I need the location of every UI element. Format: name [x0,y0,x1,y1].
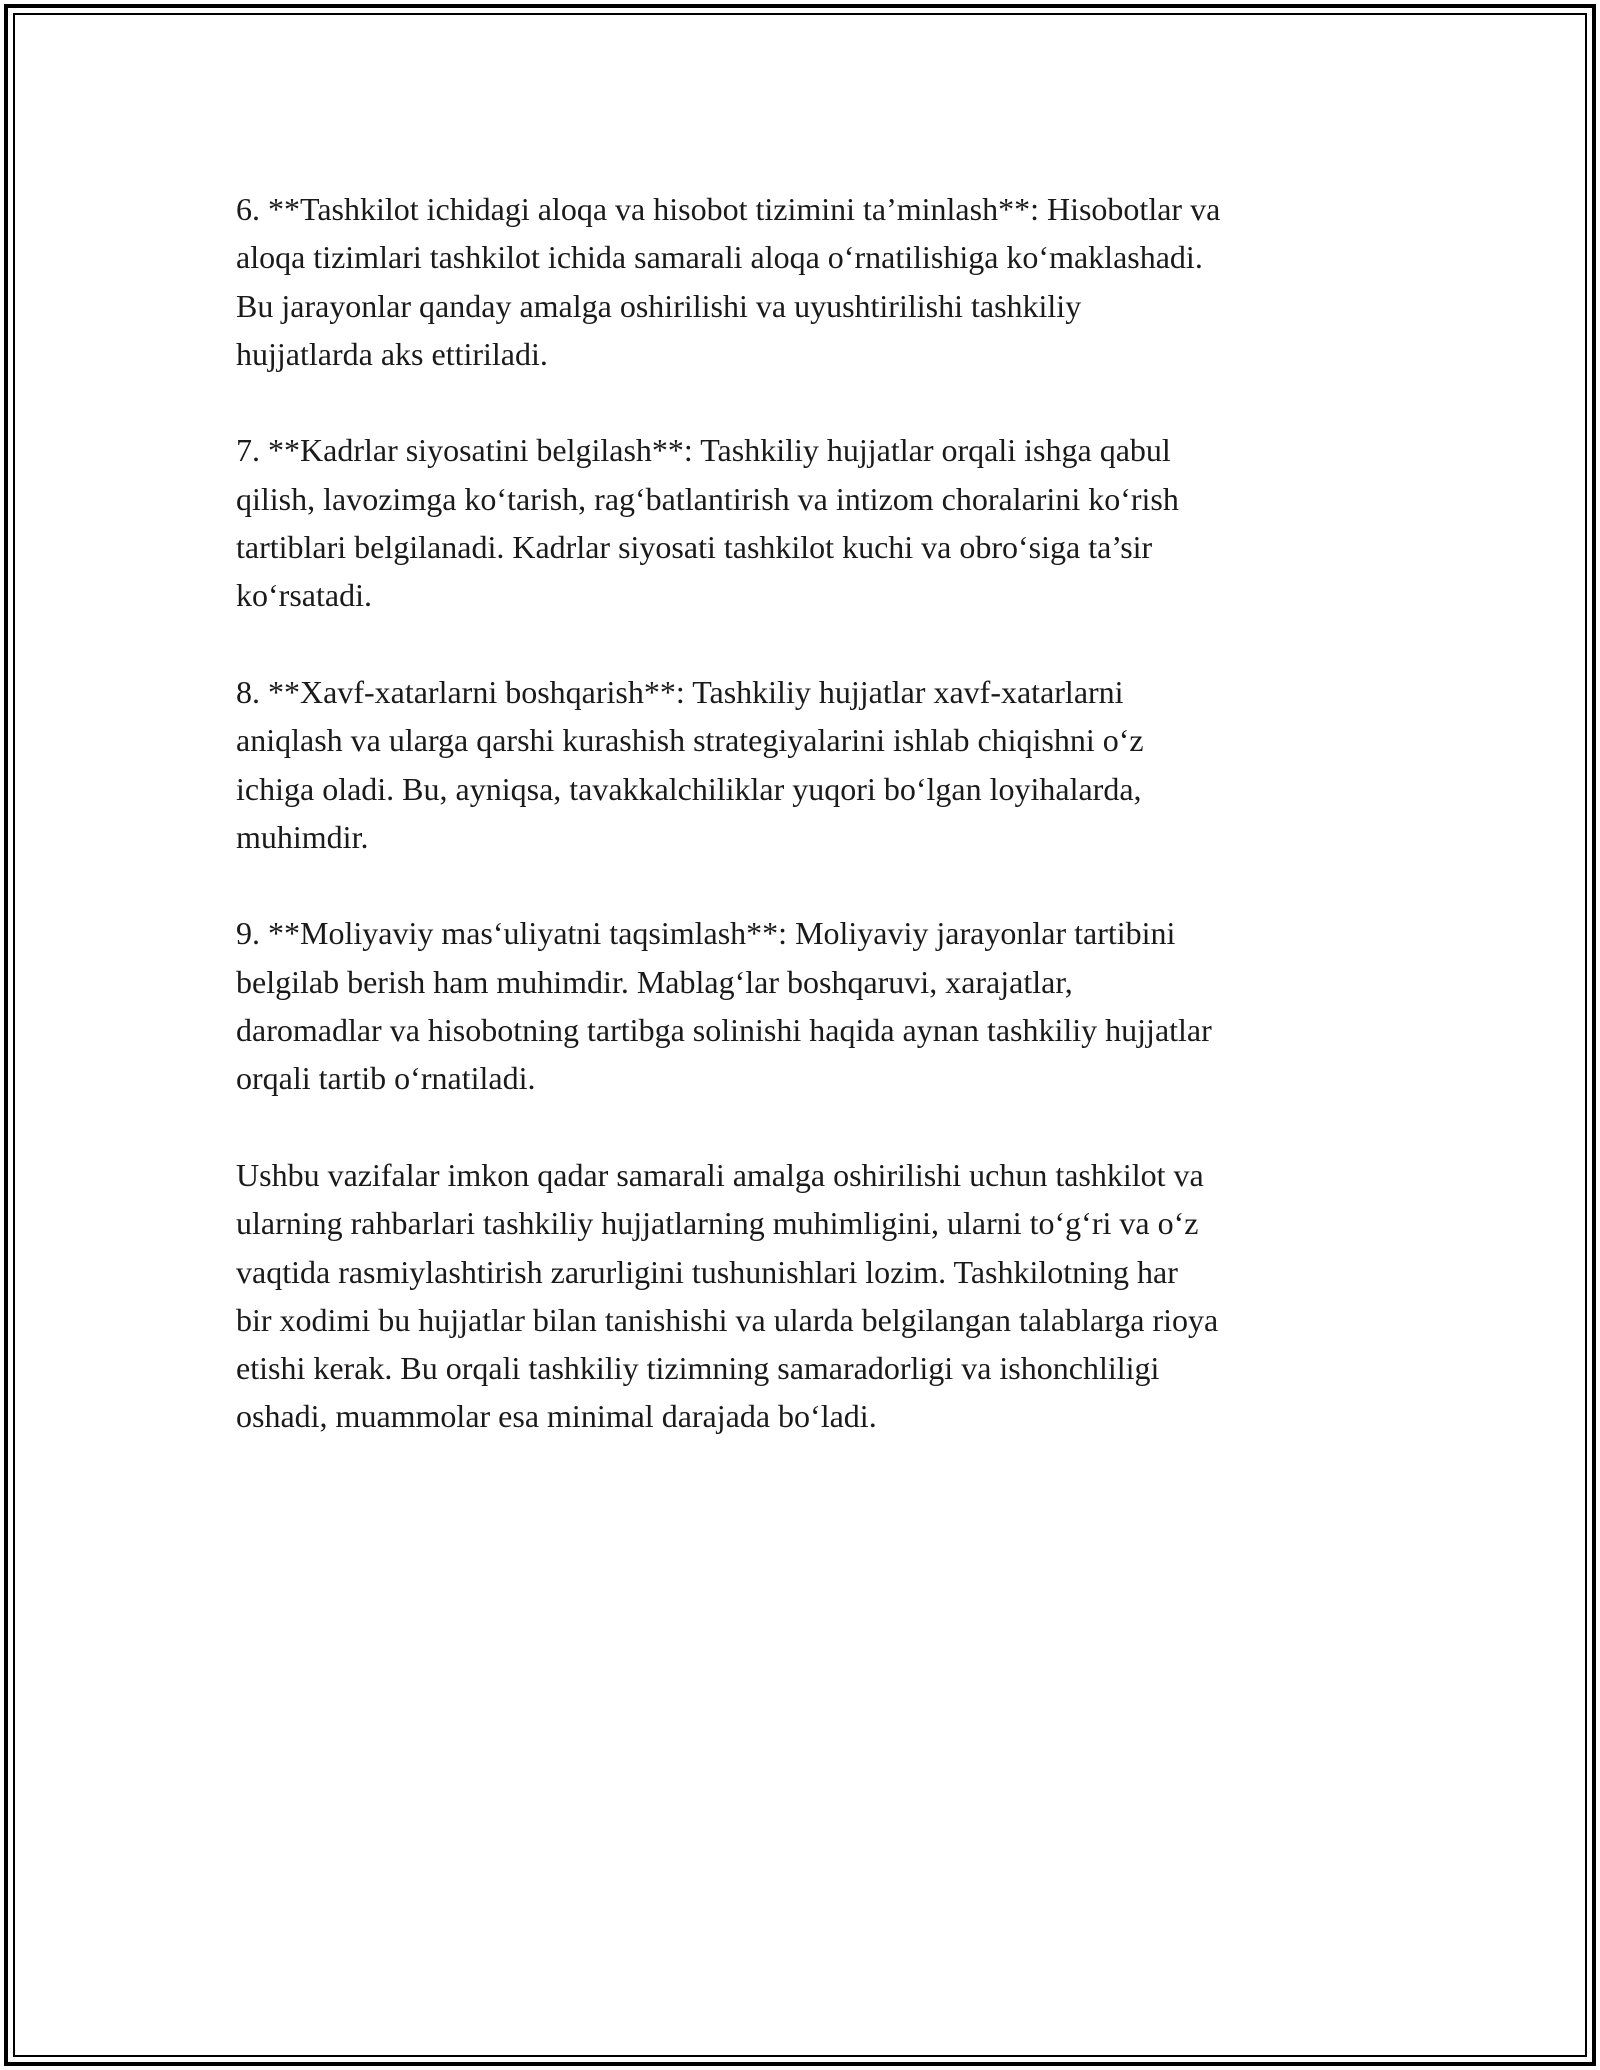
text-line: ichiga oladi. Bu, ayniqsa, tavakkalchiliklar yuqori bo‘lgan loyihalarda, [236,770,1142,807]
paragraph-item-6 [236,185,1376,378]
text-line: Ushbu vazifalar imkon qadar samarali amalga oshirilishi uchun tashkilot va [236,1156,1204,1193]
text-line: orqali tartib o‘rnatiladi. [236,1060,536,1097]
text-line: 9. **Moliyaviy mas‘uliyatni taqsimlash**: Moliyaviy jarayonlar tartibini [236,915,1176,952]
text-line: bir xodimi bu hujjatlar bilan tanishishi va ularda belgilangan talablarga rioya [236,1301,1219,1338]
text-line: ularning rahbarlari tashkiliy hujjatlarning muhimligini, ularni to‘g‘ri va o‘z [236,1205,1199,1242]
text-line: oshadi, muammolar esa minimal darajada bo‘ladi. [236,1398,877,1435]
paragraph-item-9 [236,909,1376,1102]
text-line: aniqlash va ularga qarshi kurashish strategiyalarini ishlab chiqishni o‘z [236,722,1144,759]
text-line: qilish, lavozimga ko‘tarish, rag‘batlantirish va intizom choralarini ko‘rish [236,480,1179,517]
text-line: aloqa tizimlari tashkilot ichida samarali aloqa o‘rnatilishiga ko‘maklashadi. [236,239,1203,276]
text-line: 7. **Kadrlar siyosatini belgilash**: Tashkiliy hujjatlar orqali ishga qabul [236,432,1171,469]
text-line: vaqtida rasmiylashtirish zarurligini tushunishlari lozim. Tashkilotning har [236,1253,1178,1290]
paragraph-conclusion [236,1151,1376,1441]
text-line: Bu jarayonlar qanday amalga oshirilishi va uyushtirilishi tashkiliy [236,287,1082,324]
paragraph-item-8 [236,668,1376,861]
text-line: daromadlar va hisobotning tartibga solinishi haqida aynan tashkiliy hujjatlar [236,1012,1212,1049]
text-line: hujjatlarda aks ettiriladi. [236,335,548,372]
text-line: tartiblari belgilanadi. Kadrlar siyosati tashkilot kuchi va obro‘siga ta’sir [236,529,1153,566]
text-line: 8. **Xavf-xatarlarni boshqarish**: Tashkiliy hujjatlar xavf-xatarlarni [236,673,1124,710]
text-line: belgilab berish ham muhimdir. Mablag‘lar boshqaruvi, xarajatlar, [236,963,1073,1000]
text-line: muhimdir. [236,818,369,855]
text-line: etishi kerak. Bu orqali tashkiliy tizimning samaradorligi va ishonchliligi [236,1350,1160,1387]
text-line: ko‘rsatadi. [236,577,372,614]
paragraph-item-7 [236,426,1376,619]
text-line: 6. **Tashkilot ichidagi aloqa va hisobot tizimini ta’minlash**: Hisobotlar va [236,191,1221,227]
document-body [236,185,1376,1489]
